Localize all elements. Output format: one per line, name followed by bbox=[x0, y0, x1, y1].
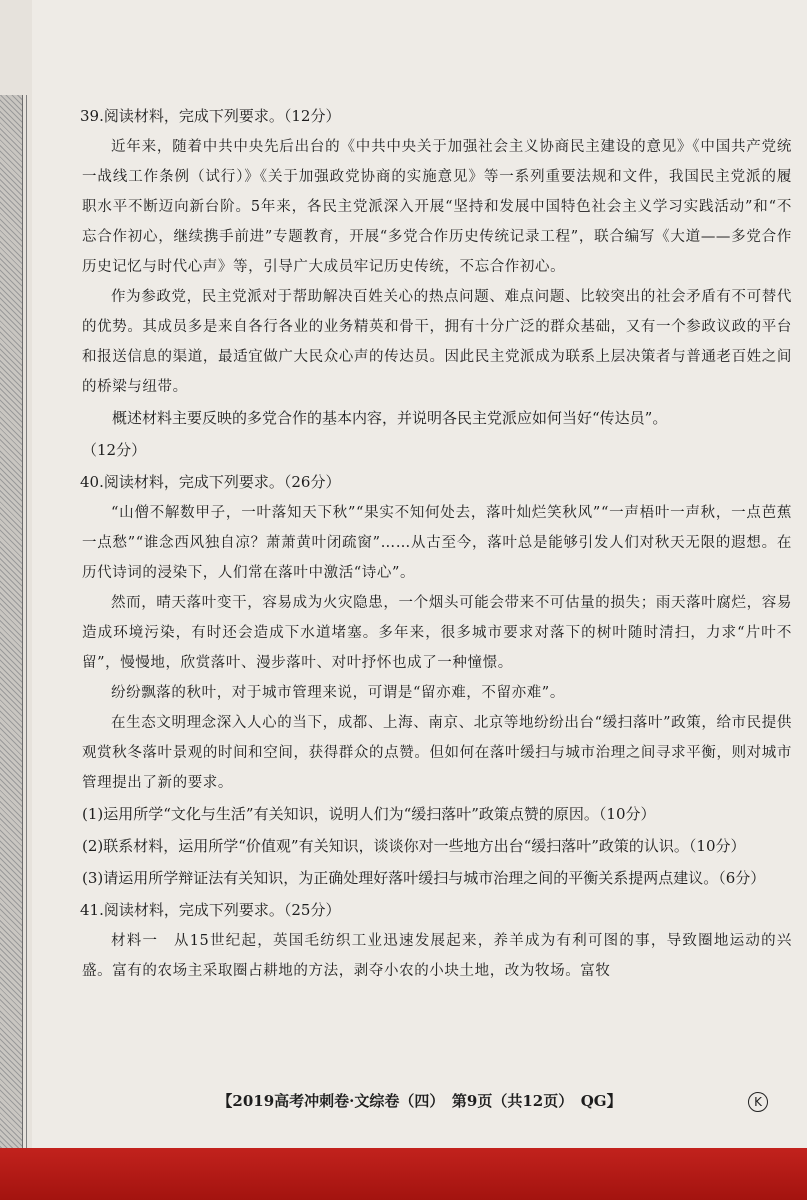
question-40-subquestion-2: (2)联系材料，运用所学“价值观”有关知识，谈谈你对一些地方出台“缓扫落叶”政策的认识。（10分） bbox=[82, 837, 746, 855]
exam-page bbox=[32, 0, 807, 1148]
question-39 bbox=[82, 100, 792, 466]
question-39-prompt: 概述材料主要反映的多党合作的基本内容，并说明各民主党派应如何当好“传达员”。 bbox=[112, 409, 668, 427]
binding-line bbox=[26, 95, 27, 1170]
red-table-surface bbox=[0, 1148, 807, 1200]
question-40-header: 40.阅读材料，完成下列要求。（26分） bbox=[80, 473, 341, 491]
question-40-subquestion-3: (3)请运用所学辩证法有关知识，为正确处理好落叶缓扫与城市治理之间的平衡关系提两点建议。（6分） bbox=[82, 869, 766, 887]
question-39-header: 39.阅读材料，完成下列要求。（12分） bbox=[80, 107, 341, 125]
page-content bbox=[82, 100, 792, 986]
question-40-paragraph: 在生态文明理念深入人心的当下，成都、上海、南京、北京等地纷纷出台“缓扫落叶”政策，给市民提供观赏秋冬落叶景观的时间和空间，获得群众的点赞。但如何在落叶缓扫与城市治理之间寻求平衡，则对城市管理提出了新的要求。 bbox=[82, 715, 792, 791]
question-39-paragraph: 近年来，随着中共中央先后出台的《中共中央关于加强社会主义协商民主建设的意见》《中国共产党统一战线工作条例（试行）》《关于加强政党协商的实施意见》等一系列重要法规和文件，我国民主党派的履职水平不断迈向新台阶。5年来，各民主党派深入开展“坚持和发展中国特色社会主义学习实践活动”和“不忘合作初心，继续携手前进”专题教育，开展“多党合作历史传统记录工程”，联合编写《大道——多党合作历史记忆与时代心声》等，引导广大成员牢记历史传统，不忘合作初心。 bbox=[82, 139, 792, 275]
question-40-subquestion-1: (1)运用所学“文化与生活”有关知识，说明人们为“缓扫落叶”政策点赞的原因。（10分） bbox=[82, 805, 656, 823]
question-40-paragraph: 然而，晴天落叶变干，容易成为火灾隐患，一个烟头可能会带来不可估量的损失；雨天落叶腐烂，容易造成环境污染，有时还会造成下水道堵塞。多年来，很多城市要求对落下的树叶随时清扫，力求“片叶不留”，慢慢地，欣赏落叶、漫步落叶、对叶抒怀也成了一种憧憬。 bbox=[82, 595, 792, 671]
question-41-material-1: 材料一 从15世纪起，英国毛纺织工业迅速发展起来，养羊成为有利可图的事，导致圈地运动的兴盛。富有的农场主采取圈占耕地的方法，剥夺小农的小块土地，改为牧场。富牧 bbox=[82, 933, 792, 979]
question-39-score: （12分） bbox=[82, 441, 147, 459]
page-footer: 【2019高考冲刺卷·文综卷（四） 第9页（共12页） QG】 bbox=[217, 1092, 622, 1110]
question-40-paragraph: 纷纷飘落的秋叶，对于城市管理来说，可谓是“留亦难，不留亦难”。 bbox=[111, 685, 565, 701]
question-40 bbox=[82, 466, 792, 894]
question-41 bbox=[82, 894, 792, 986]
circled-k-mark: K bbox=[748, 1092, 768, 1112]
binding-margin bbox=[0, 95, 23, 1170]
question-39-paragraph: 作为参政党，民主党派对于帮助解决百姓关心的热点问题、难点问题、比较突出的社会矛盾有不可替代的优势。其成员多是来自各行各业的业务精英和骨干，拥有十分广泛的群众基础，又有一个参政议政的平台和报送信息的渠道，最适宜做广大民众心声的传达员。因此民主党派成为联系上层决策者与普通老百姓之间的桥梁与纽带。 bbox=[82, 289, 792, 395]
question-41-header: 41.阅读材料，完成下列要求。（25分） bbox=[80, 901, 341, 919]
question-40-paragraph: “山僧不解数甲子，一叶落知天下秋”“果实不知何处去，落叶灿烂笑秋风”“一声梧叶一声秋，一点芭蕉一点愁”“谁念西风独自凉？萧萧黄叶闭疏窗”……从古至今，落叶总是能够引发人们对秋天无限的遐想。在历代诗词的浸染下，人们常在落叶中激活“诗心”。 bbox=[82, 505, 792, 581]
